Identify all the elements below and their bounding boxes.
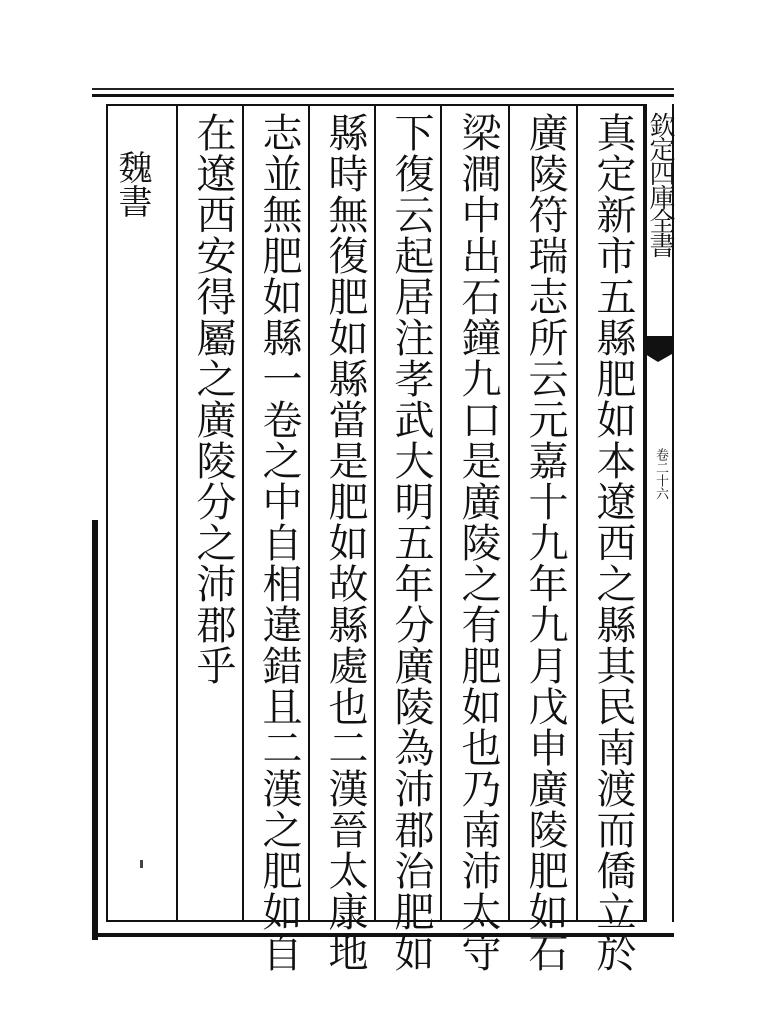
text-column-3: 梁澗中出石鐘九口是廣陵之有肥如也乃南沛太守 [455, 112, 501, 973]
text-column-5: 縣時無復肥如縣當是肥如故縣處也二漢晉太康地 [322, 112, 368, 973]
text-column-4: 下復云起居注孝武大明五年分廣陵為沛郡治肥如 [388, 112, 434, 973]
left-edge-bar [92, 520, 98, 940]
column-divider [242, 104, 244, 922]
text-column-1: 真定新市五縣肥如本遼西之縣其民南渡而僑立於 [590, 112, 636, 973]
column-divider [576, 104, 578, 922]
column-divider [440, 104, 442, 922]
column-divider [308, 104, 310, 922]
column-divider [508, 104, 510, 922]
ink-mark [140, 860, 143, 868]
top-rule [92, 88, 674, 90]
column-divider [374, 104, 376, 922]
column-divider [176, 104, 178, 922]
margin-volume: 卷二十六 [653, 448, 668, 500]
text-column-7: 在遼西安得屬之廣陵分之沛郡乎 [190, 112, 236, 686]
fish-tail-mark [645, 336, 672, 354]
book-title: 魏書 [112, 150, 152, 218]
margin-title: 欽定四庫全書 [645, 112, 675, 256]
text-column-2: 廣陵符瑞志所云元嘉十九年九月戊申廣陵肥如石 [522, 112, 568, 973]
text-column-6: 志並無肥如縣一卷之中自相違錯且二漢之肥如自 [256, 112, 302, 973]
